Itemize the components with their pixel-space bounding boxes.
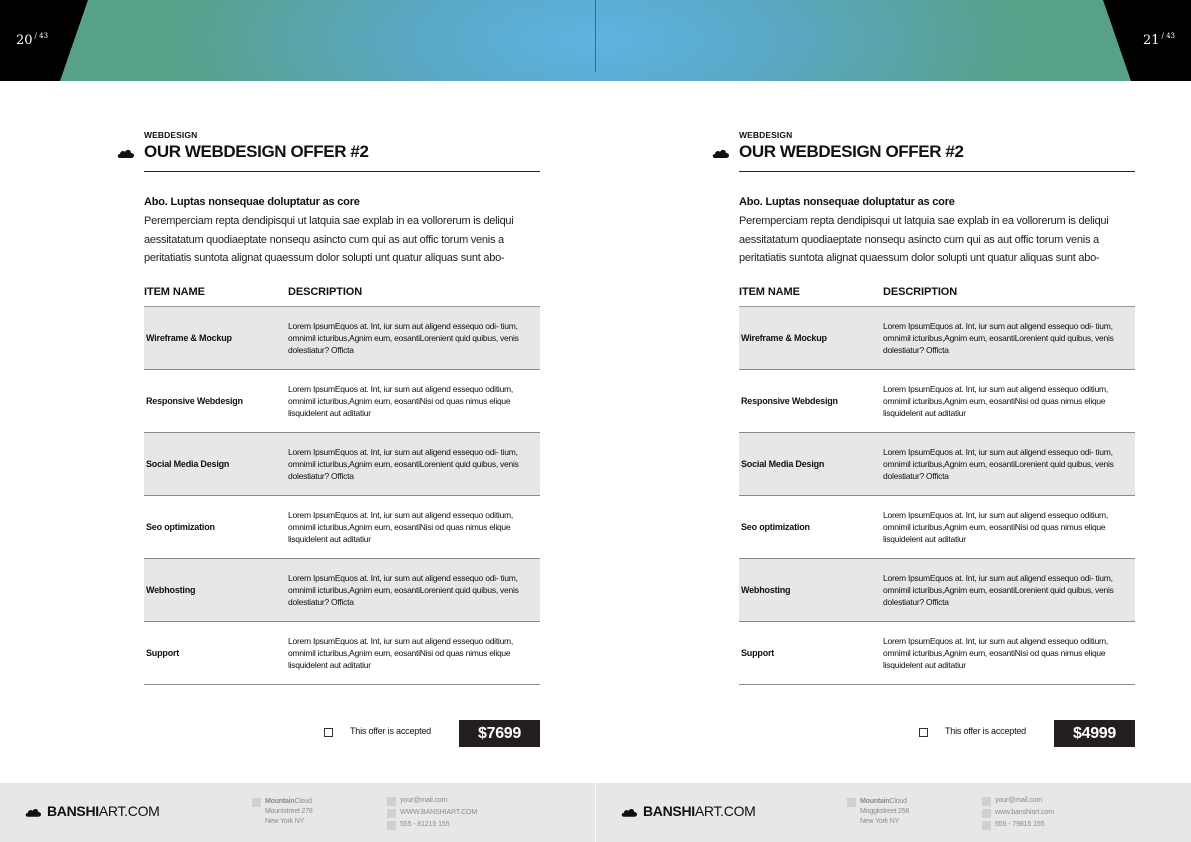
contact-email[interactable]: your@mail.com [400,797,448,804]
contact-website[interactable]: www.banshiart.com [995,809,1054,816]
square-bullet-icon [982,797,991,806]
title-divider [739,171,1135,172]
page-title: OUR WEBDESIGN OFFER #2 [144,142,369,161]
square-bullet-icon [982,821,991,830]
square-bullet-icon [847,798,856,807]
table-row: Seo optimization Lorem IpsumEquos at. Int, iur sum aut aligend essequo oditium, omnimil icturibus,Agnim eum, eosantiNisi od quas nimus elique lisquidelent aut aditatiur [739,496,1135,559]
table-row: Support Lorem IpsumEquos at. Int, iur sum aut aligend essequo oditium, omnimil icturibus,Agnim eum, eosantiNisi od quas nimus elique lisquidelent aut aditatiur [739,622,1135,685]
address-block: MountainCloud Mountstreet 278 New York NY [265,798,313,825]
address-block: MountainCloud Moggkstreet 256 New York NY [860,798,910,825]
contact-website[interactable]: WWW.BANSHIART.COM [400,809,478,816]
table-row: Webhosting Lorem IpsumEquos at. Int, iur sum aut aligend essequo odi- tium, omnimil icturibus,Agnim eum, eosantiLorenient quid quibus, venis dolestiatur? Officta [144,559,540,622]
page-title: OUR WEBDESIGN OFFER #2 [739,142,964,161]
lead-paragraph: Peremperciam repta dendipisqui ut latquia sae explab in ea vollorerum is deliqui aessitatatum quodiaeptate nonsequ asincto cum qui as aut offic torum venis a peritatiatis suntota alignat quaessum dolor solupti unt quatur aliquas sunt abo- [144,215,514,264]
lead-title: Abo. Luptas nonsequae doluptatur as core [739,196,955,208]
title-divider [144,171,540,172]
offer-accepted-label: This offer is accepted [945,726,1026,736]
column-header-description: DESCRIPTION [883,286,958,298]
square-bullet-icon [387,797,396,806]
table-row: Responsive Webdesign Lorem IpsumEquos at. Int, iur sum aut aligend essequo oditium, omnimil icturibus,Agnim eum, eosantiNisi od quas nimus elique lisquidelent aut aditatiur [144,370,540,433]
contact-email[interactable]: your@mail.com [995,797,1043,804]
footer-left [0,783,595,842]
price-tag: $4999 [1054,720,1135,747]
table-row: Social Media Design Lorem IpsumEquos at. Int, iur sum aut aligend essequo odi- tium, omnimil icturibus,Agnim eum, eosantiLorenient quid quibus, venis dolestiatur? Officta [144,433,540,496]
lead-paragraph: Peremperciam repta dendipisqui ut latquia sae explab in ea vollorerum is deliqui aessitatatum quodiaeptate nonsequ asincto cum qui as aut offic torum venis a peritatiatis suntota alignat quaessum dolor solupti unt quatur aliquas sunt abo- [739,215,1109,264]
page-left [0,81,595,783]
contact-phone: 555 - 81215 155 [400,821,450,828]
column-header-item-name: ITEM NAME [144,286,205,298]
cloud-icon [117,148,135,158]
table-row: Seo optimization Lorem IpsumEquos at. Int, iur sum aut aligend essequo oditium, omnimil icturibus,Agnim eum, eosantiNisi od quas nimus elique lisquidelent aut aditatiur [144,496,540,559]
column-header-description: DESCRIPTION [288,286,363,298]
table-row: Responsive Webdesign Lorem IpsumEquos at. Int, iur sum aut aligend essequo oditium, omnimil icturibus,Agnim eum, eosantiNisi od quas nimus elique lisquidelent aut aditatiur [739,370,1135,433]
offer-table [739,307,1135,685]
footer-right [596,783,1191,842]
brand-name: BANSHIART.COM [47,803,160,819]
cloud-icon [621,807,638,817]
offer-table [144,307,540,685]
square-bullet-icon [387,809,396,818]
table-row: Wireframe & Mockup Lorem IpsumEquos at. Int, iur sum aut aligend essequo odi- tium, omnimil icturibus,Agnim eum, eosantiLorenient quid quibus, venis dolestiatur? Officta [144,307,540,370]
offer-accepted-label: This offer is accepted [350,726,431,736]
table-row: Webhosting Lorem IpsumEquos at. Int, iur sum aut aligend essequo odi- tium, omnimil icturibus,Agnim eum, eosantiLorenient quid quibus, venis dolestiatur? Officta [739,559,1135,622]
table-row: Social Media Design Lorem IpsumEquos at. Int, iur sum aut aligend essequo odi- tium, omnimil icturibus,Agnim eum, eosantiLorenient quid quibus, venis dolestiatur? Officta [739,433,1135,496]
cloud-icon [712,148,730,158]
spine-divider [595,0,596,72]
section-kicker: WEBDESIGN [144,130,198,140]
table-row: Support Lorem IpsumEquos at. Int, iur sum aut aligend essequo oditium, omnimil icturibus,Agnim eum, eosantiNisi od quas nimus elique lisquidelent aut aditatiur [144,622,540,685]
page-number-right: 21 $^{/ 43}$ [1142,32,1175,48]
price-tag: $7699 [459,720,540,747]
lead-title: Abo. Luptas nonsequae doluptatur as core [144,196,360,208]
brand-name: BANSHIART.COM [643,803,756,819]
table-row: Wireframe & Mockup Lorem IpsumEquos at. Int, iur sum aut aligend essequo odi- tium, omnimil icturibus,Agnim eum, eosantiLorenient quid quibus, venis dolestiatur? Officta [739,307,1135,370]
offer-accepted-checkbox[interactable] [919,728,928,737]
section-kicker: WEBDESIGN [739,130,793,140]
column-header-item-name: ITEM NAME [739,286,800,298]
square-bullet-icon [982,809,991,818]
contact-phone: 555 - 79815 155 [995,821,1045,828]
square-bullet-icon [387,821,396,830]
cloud-icon [25,807,42,817]
page-right [595,81,1190,783]
square-bullet-icon [252,798,261,807]
offer-accepted-checkbox[interactable] [324,728,333,737]
page-number-left: 20 $^{/ 43}$ [16,32,49,48]
